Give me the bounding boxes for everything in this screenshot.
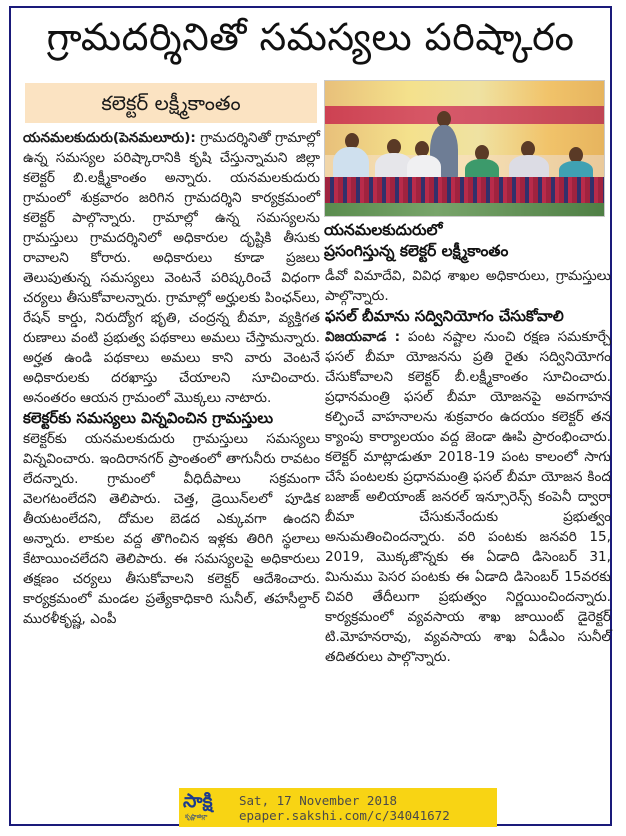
subheadline: కలెక్టర్ లక్ష్మీకాంతం [101,91,241,115]
photo-caption [324,220,609,262]
headline: గ్రామదర్శినితో సమస్యలు పరిష్కారం [46,15,575,59]
paragraph-text: పంట నష్టాల నుంచి రక్షణ సమకూర్చే ఫసల్ బీమా యోజనను ప్రతి రైతు సద్వినియోగం చేసుకోవాలని కలెక్టర్ బీ.లక్ష్మీకాంతం సూచించారు. ప్రధానమంత్రి ఫసల్ బీమా యోజనపై అవగాహన కల్పించే వాహనాలను శుక్రవారం ఉదయం కలెక్టర్ తన క్యాంపు కార్యాలయం వద్ద జెండా ఊపి ప్రారంభించారు. కలెక్టర్ మాట్లాడుతూ 2018-19 పంట కాలంలో సాగు చేసే పంటలకు ప్రధానమంత్రి ఫసల్ బీమా యోజన కింద బజాజ్ అలియాంజ్ జనరల్ ఇన్సూరెన్స్ కంపెనీ ద్వారా బీమా చేసుకునేందుకు ప్రభుత్వం అనుమతించిందన్నారు. వరి పంటకు జనవరి 15, 2019, మొక్కజొన్నకు ఈ ఏడాది డిసెంబర్ 31, మినుము పెసర పంటకు ఈ ఏడాది డిసెంబర్ 15వరకు చివరి తేదీలుగా ప్రభుత్వం నిర్ణయించిందన్నారు. కార్యక్రమంలో వ్యవసాయ శాఖ జాయింట్ డైరెక్టర్ టి.మోహనరావు, వ్యవసాయ శాఖ ఏడీఎం సునీల్ తదితరులు పాల్గొన్నారు. [325,329,612,665]
paragraph-text: గ్రామదర్శినితో గ్రామాల్లో ఉన్న సమస్యల పరిష్కారానికి కృషి చేస్తున్నామని జిల్లా కలెక్టర్ బి.లక్ష్మీకాంతం అన్నారు. యనమలకుదురు గ్రామంలో శుక్రవారం జరిగిన గ్రామదర్శిని కార్యక్రమంలో కలెక్టర్ పాల్గొన్నారు. గ్రామాల్లో ఉన్న సమస్యలను గ్రామస్తులు గ్రామదర్శినిలో అధికారుల దృష్టికి తీసుకు రావాలని కోరారు. అధికారులు కూడా ప్రజలు తెలుపుతున్న సమస్యలు వెంటనే పరిష్కరించే విధంగా చర్యలు తీసుకోవాలన్నారు. గ్రామాల్లో అర్హులకు పింఛన్‌లు, రేషన్ కార్డు, నిరుద్యోగ భృతి, చంద్రన్న బీమా, వ్యక్తిగత రుణాలు వంటి ప్రభుత్వ పథకాలు అమలు చేస్తామన్నారు. అర్హత ఉండి పథకాలు అమలు కాని వారు వెంటనే అధికారులకు దరఖాస్తు చేయాలని సూచించారు. అనంతరం ఆయన గ్రామంలో మొక్కలు నాటారు. [23,130,320,406]
edition-date: Sat, 17 November 2018 [239,792,398,808]
sakshi-logo[interactable] [183,788,233,827]
photo-ground [325,203,604,217]
dateline: విజయవాడ : [325,329,401,345]
paragraph-continued: డీవో విమాదేవి, వివిధ శాఖల అధికారులు, గ్రామస్తులు పాల్గొన్నారు. [325,268,611,304]
section-heading: కలెక్టర్‌కు సమస్యలు విన్నవించిన గ్రామస్తులు [23,409,274,427]
photo-table [325,177,604,203]
left-column [23,128,320,629]
article-frame [9,6,612,826]
caption-line: యనమలకుదురులో [324,221,443,239]
lead-paragraph [23,128,320,408]
right-column [325,266,611,667]
article-photo [324,80,605,217]
epaper-link[interactable]: epaper.sakshi.com/c/34041672 [239,807,450,823]
section-heading: ఫసల్ బీమాను సద్వినియోగం చేసుకోవాలి [325,307,564,325]
caption-line: ప్రసంగిస్తున్న కలెక్టర్ లక్ష్మీకాంతం [324,242,509,260]
paragraph: కలెక్టర్‌కు యనమలకుదురు గ్రామస్తులు సమస్యలు విన్నవించారు. ఇందిరానగర్ ప్రాంతంలో తాగునీరు రావటం లేదన్నారు. గ్రామంలో వీధిదీపాలు సక్రమంగా వెలగటంలేదని తెలిపారు. చెత్త, డ్రెయిన్‌లలో పూడిక తీయటంలేదని, దోమల బెడద ఎక్కువగా ఉందని అన్నారు. లాకుల వద్ద తొగించిన ఇళ్లకు తిరిగి స్థలాలు కేటాయించలేదని తెలిపారు. ఈ సమస్యలపై అధికారులు తక్షణం చర్యలు తీసుకోవాలని కలెక్టర్ ఆదేశించారు. కార్యక్రమంలో మండల ప్రత్యేకాధికారి సునీల్, తహసీల్దార్ మురళీకృష్ణ, ఎంపీ [23,431,320,627]
footer-text [239,793,450,823]
footer-strip [179,788,497,827]
logo-text: సాక్షి [183,790,213,812]
subheadline-box [25,83,317,123]
paragraph [325,327,611,667]
dateline: యనమలకుదురు(పెనమలూరు): [23,130,196,146]
photo-person [333,147,369,181]
photo-banner [325,106,604,124]
logo-subtext: కృష్ణాజిల్లా [185,813,208,820]
